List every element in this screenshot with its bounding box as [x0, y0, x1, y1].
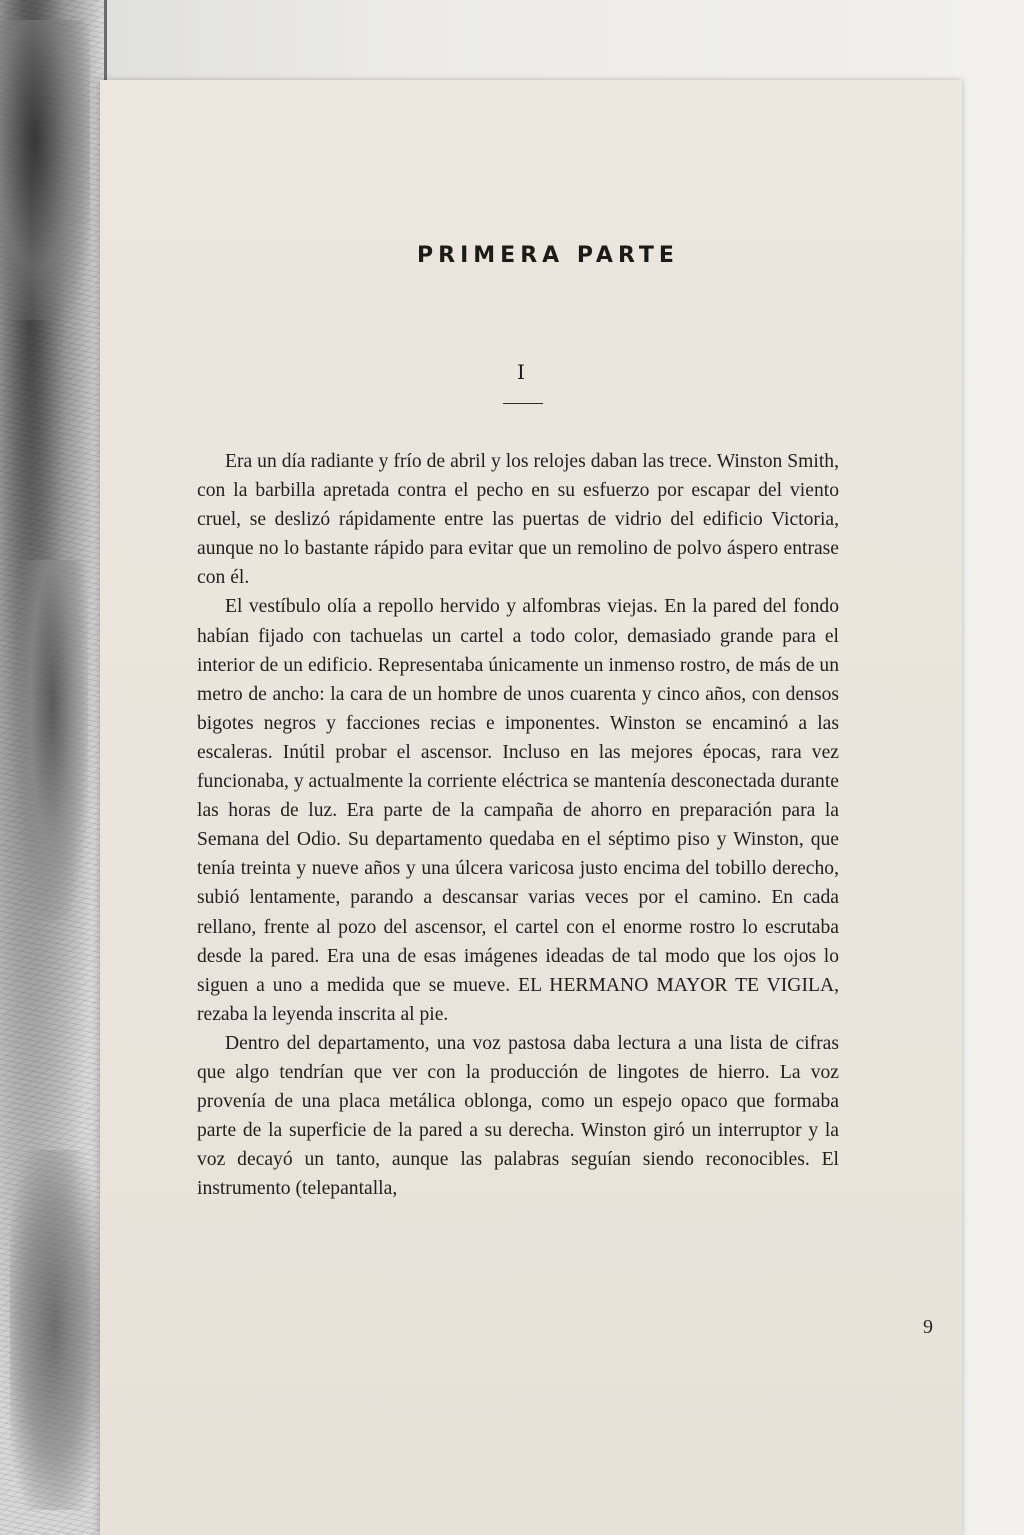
illustration-shading-top	[0, 20, 90, 320]
illustration-shading-middle	[18, 560, 88, 920]
page-number: 9	[923, 1316, 933, 1338]
chapter-divider	[503, 403, 543, 404]
part-title: PRIMERA PARTE	[417, 243, 679, 268]
illustration-shading-bottom	[10, 1150, 100, 1510]
chapter-number: I	[517, 360, 525, 384]
paragraph: Dentro del departamento, una voz pastosa daba lectura a una lista de cifras que algo tendrían que ver con la producción de lingotes de hierro. La voz provenía de una placa metálica oblonga, como un espejo opaco que formaba parte de la superficie de la pared a su derecha. Winston giró un interruptor y la voz decayó un tanto, aunque las palabras seguían siendo reconocibles. El instrumento (telepantalla,	[197, 1032, 839, 1200]
page-text-block	[197, 80, 933, 1535]
paragraph: Era un día radiante y frío de abril y los relojes daban las trece. Winston Smith, con la barbilla apretada contra el pecho en su esfuerzo por escapar del viento cruel, se deslizó rápidamente entre las puertas de vidrio del edificio Victoria, aunque no lo bastante rápido para evitar que un remolino de polvo áspero entrase con él.	[197, 451, 839, 589]
paragraph: El vestíbulo olía a repollo hervido y alfombras viejas. En la pared del fondo habían fijado con tachuelas un cartel a todo color, demasiado grande para el interior de un edificio. Representaba únicamente un inmenso rostro, de más de un metro de ancho: la cara de un hombre de unos cuarenta y cinco años, con densos bigotes negros y facciones recias e imponentes. Winston se encaminó a las escaleras. Inútil probar el ascensor. Incluso en las mejores épocas, rara vez funcionaba, y actualmente la corriente eléctrica se mantenía desconectada durante las horas de luz. Era parte de la campaña de ahorro en preparación para la Semana del Odio. Su departamento quedaba en el séptimo piso y Winston, que tenía treinta y nueve años y una úlcera varicosa justo encima del tobillo derecho, subió lentamente, parando a descansar varias veces por el camino. En cada rellano, frente al pozo del ascensor, el cartel con el enorme rostro lo escrutaba desde la pared. Era una de esas imágenes ideadas de tal modo que los ojos lo siguen a uno a medida que se mueve. EL HERMANO MAYOR TE VIGILA, rezaba la leyenda inscrita al pie.	[197, 596, 839, 1025]
book-page	[100, 80, 962, 1535]
cover-illustration	[0, 0, 107, 1535]
chapter-body	[197, 447, 839, 1203]
